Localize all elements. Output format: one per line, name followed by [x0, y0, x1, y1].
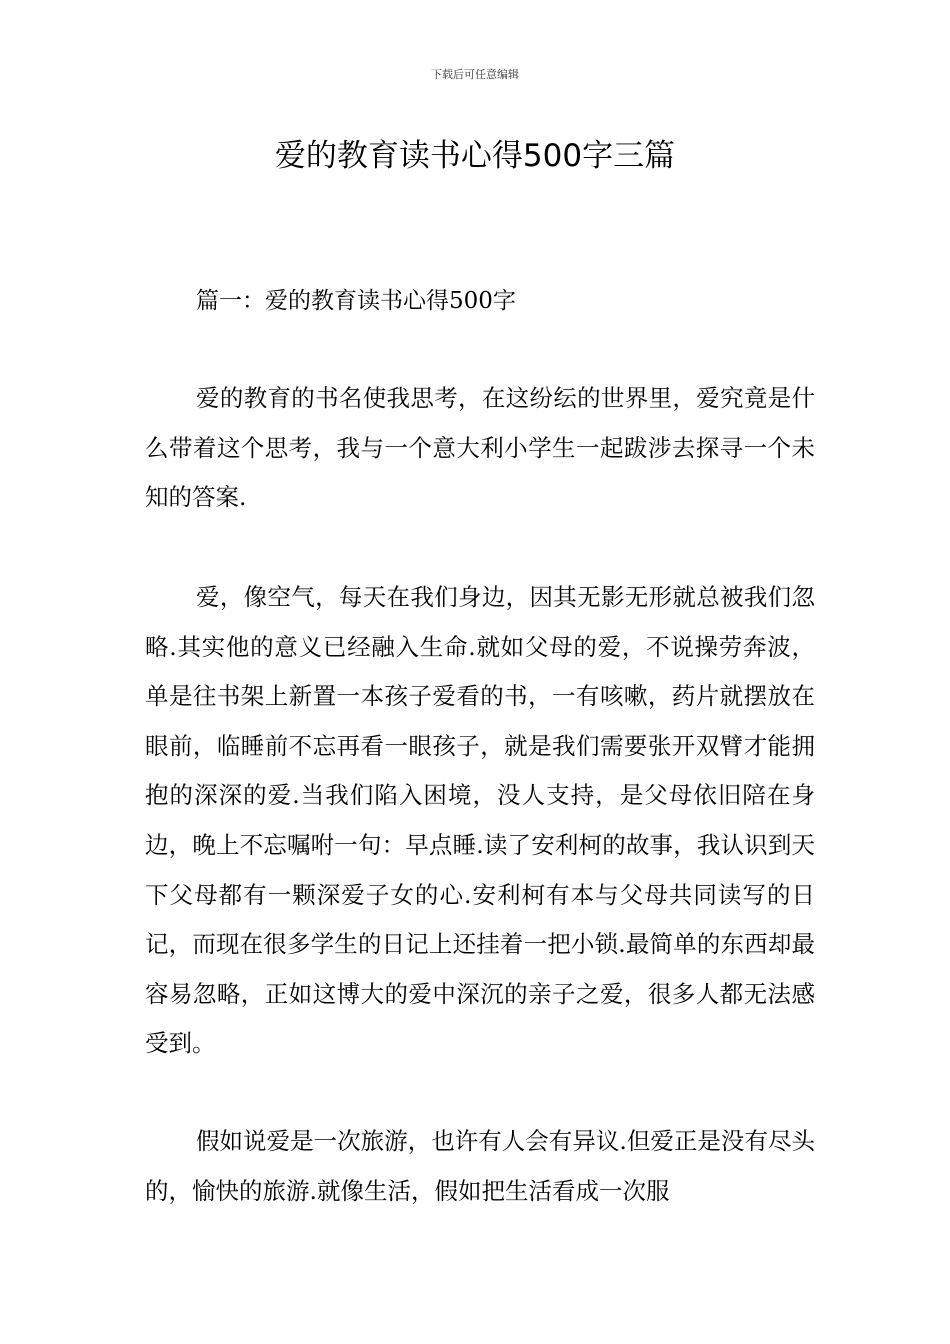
header-note: 下载后可任意编辑	[431, 68, 519, 81]
document-title: 爱的教育读书心得500字三篇	[274, 138, 676, 174]
paragraph: 爱的教育的书名使我思考，在这纷纭的世界里，爱究竟是什么带着这个思考，我与一个意大利小学生一起跋涉去探寻一个未知的答案.	[145, 384, 815, 512]
section-heading: 篇一：爱的教育读书心得500字	[196, 288, 516, 314]
paragraph: 假如说爱是一次旅游，也许有人会有异议.但爱正是没有尽头的，愉快的旅游.就像生活，假如把生活看成一次服	[145, 1127, 815, 1205]
paragraph: 爱，像空气，每天在我们身边，因其无影无形就总被我们忽略.其实他的意义已经融入生命.就如父母的爱，不说操劳奔波，单是往书架上新置一本孩子爱看的书，一有咳嗽，药片就摆放在眼前，临睡前不忘再看一眼孩子，就是我们需要张开双臂才能拥抱的深深的爱.当我们陷入困境，没人支持，是父母依旧陪在身边，晚上不忘嘱咐一句：早点睡.读了安利柯的故事，我认识到天下父母都有一颗深爱子女的心.安利柯有本与父母共同读写的日记，而现在很多学生的日记上还挂着一把小锁.最简单的东西却最容易忽略，正如这博大的爱中深沉的亲子之爱，很多人都无法感受到。	[145, 583, 815, 1058]
